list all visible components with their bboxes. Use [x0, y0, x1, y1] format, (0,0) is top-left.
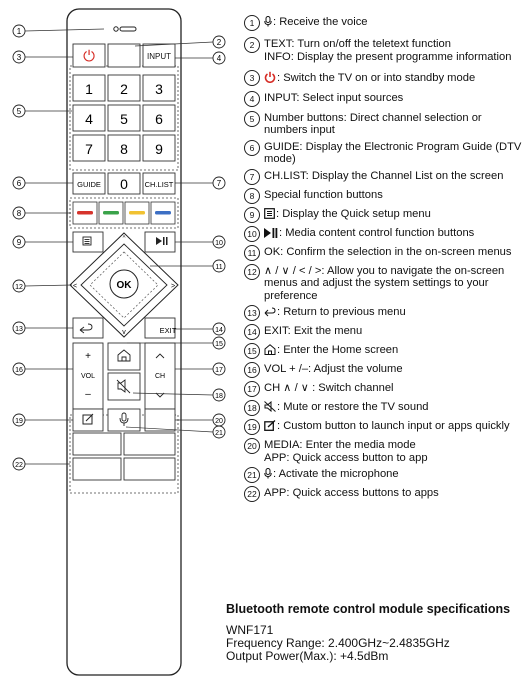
callout-number: 22 [15, 462, 23, 469]
legend-item [244, 487, 528, 502]
legend-text: TEXT: Turn on/off the teletext function INFO: Display the present programme information [264, 38, 512, 63]
color-button-1[interactable] [73, 202, 97, 224]
specifications [226, 602, 526, 663]
zero-label: 0 [120, 176, 128, 192]
legend-number: 13 [244, 305, 260, 321]
number-button-4[interactable] [73, 105, 105, 131]
menu-icon [264, 208, 275, 223]
callout-22 [13, 458, 70, 470]
legend-item [244, 246, 528, 261]
legend-item [244, 468, 528, 483]
legend-text: INPUT: Select input sources [264, 91, 404, 104]
legend-number: 4 [244, 91, 260, 107]
callout-20 [175, 414, 225, 426]
chlist-button[interactable] [143, 173, 175, 194]
spec-frequency: Frequency Range: 2.400GHz~2.4835GHz [226, 636, 450, 650]
input-label: INPUT [147, 52, 171, 61]
legend-text: CH.LIST: Display the Channel List on the screen [264, 169, 504, 182]
ch-label: CH [154, 373, 166, 380]
number-button-3[interactable] [143, 75, 175, 101]
number-label: 1 [85, 81, 93, 97]
legend-item [244, 16, 528, 31]
text-button[interactable] [108, 44, 140, 67]
power-icon [264, 71, 276, 87]
microphone-icon [264, 468, 272, 483]
guide-label: GUIDE [77, 180, 101, 189]
chlist-label: CH.LIST [144, 180, 174, 189]
callout-17 [175, 363, 225, 375]
legend-item [244, 112, 528, 137]
callout-number: 6 [16, 179, 22, 188]
app-button-2[interactable] [124, 433, 175, 455]
legend-text: : Mute or restore the TV sound [264, 401, 528, 416]
callout-number: 13 [15, 326, 23, 333]
zero-button[interactable] [108, 173, 140, 194]
remote-svg [0, 0, 232, 680]
vol-minus-label: – [85, 389, 91, 400]
custom-button[interactable] [73, 409, 103, 431]
svg-text:⏻: ⏻ [83, 48, 95, 65]
home-button[interactable] [108, 343, 140, 370]
number-label: 8 [120, 141, 128, 157]
legend-item [244, 420, 528, 435]
callout-10 [175, 236, 225, 248]
number-label: 7 [85, 141, 93, 157]
number-button-8[interactable] [108, 135, 140, 161]
legend-number: 7 [244, 169, 260, 185]
legend-text: OK: Confirm the selection in the on-screen menus [264, 245, 512, 258]
legend-number: 5 [244, 111, 260, 127]
legend-number: 18 [244, 400, 260, 416]
callout-7 [175, 177, 225, 189]
legend-item [244, 141, 528, 166]
number-button-9[interactable] [143, 135, 175, 161]
back-button[interactable] [73, 318, 103, 338]
callout-number: 19 [15, 418, 23, 425]
legend-text: : Custom button to launch input or apps quickly [264, 420, 528, 435]
legend-item [244, 227, 528, 242]
microphone-icon [264, 16, 272, 31]
callout-number: 4 [216, 54, 222, 63]
legend-number: 8 [244, 188, 260, 204]
power-button[interactable] [73, 44, 105, 67]
callout-number: 11 [215, 264, 223, 271]
nav-left-arrow: < [72, 283, 78, 290]
channel-rocker[interactable] [145, 343, 175, 409]
legend-item [244, 344, 528, 359]
number-label: 6 [155, 111, 163, 127]
legend-item [244, 363, 528, 378]
legend-item [244, 401, 528, 416]
legend-number: 17 [244, 381, 260, 397]
legend-number: 19 [244, 419, 260, 435]
color-button-2[interactable] [99, 202, 123, 224]
callout-number: 15 [215, 341, 223, 348]
number-label: 4 [85, 111, 93, 127]
legend-number: 12 [244, 264, 260, 280]
app-button-4[interactable] [124, 458, 175, 480]
legend-text: APP: Quick access buttons to apps [264, 487, 439, 499]
legend-text: : Display the Quick setup menu [264, 208, 528, 223]
menu-button[interactable] [73, 232, 103, 252]
number-button-7[interactable] [73, 135, 105, 161]
number-label: 3 [155, 81, 163, 97]
legend-number: 9 [244, 207, 260, 223]
volume-rocker[interactable] [73, 343, 103, 409]
edit-icon [264, 420, 276, 435]
ok-button[interactable] [110, 270, 138, 298]
back-icon [264, 307, 276, 321]
button-legend [244, 16, 528, 506]
nav-down-arrow: v [122, 329, 126, 336]
legend-number: 16 [244, 362, 260, 378]
callout-number: 1 [16, 27, 22, 36]
legend-number: 11 [244, 245, 260, 261]
spec-model: WNF171 [226, 623, 274, 637]
vol-plus-label: + [85, 351, 91, 362]
legend-item [244, 92, 528, 107]
callout-14 [175, 323, 225, 335]
callout-13 [13, 322, 73, 334]
exit-label: EXIT [159, 326, 177, 335]
legend-text: : Media content control function buttons [264, 227, 528, 242]
legend-number: 15 [244, 343, 260, 359]
callout-16 [13, 363, 73, 375]
legend-number: 21 [244, 467, 260, 483]
legend-item [244, 170, 528, 185]
callout-number: 18 [215, 393, 223, 400]
number-button-6[interactable] [143, 105, 175, 131]
legend-number: 14 [244, 324, 260, 340]
legend-number: 20 [244, 438, 260, 454]
remote-illustration [0, 0, 232, 680]
callout-number: 7 [216, 179, 222, 188]
legend-text: GUIDE: Display the Electronic Program Guide (DTV mode) [264, 140, 522, 165]
legend-number: 22 [244, 486, 260, 502]
legend-item [244, 439, 528, 464]
callout-number: 17 [215, 367, 223, 374]
legend-item [244, 306, 528, 321]
guide-button[interactable] [73, 173, 105, 194]
callout-9 [13, 236, 73, 248]
callout-number: 2 [216, 38, 222, 47]
number-label: 2 [120, 81, 128, 97]
number-button-1[interactable] [73, 75, 105, 101]
number-label: 9 [155, 141, 163, 157]
mute-button[interactable] [108, 373, 140, 400]
number-button-5[interactable] [108, 105, 140, 131]
callout-number: 20 [215, 418, 223, 425]
legend-item [244, 382, 528, 397]
callout-number: 21 [215, 430, 223, 437]
number-buttons [73, 75, 175, 161]
callout-8 [13, 207, 71, 219]
callout-number: 3 [16, 53, 22, 62]
callout-number: 9 [16, 238, 22, 247]
callout-number: 5 [16, 107, 22, 116]
nav-up-arrow: ^ [122, 235, 126, 242]
legend-number: 3 [244, 70, 260, 86]
legend-text: : Receive the voice [264, 16, 528, 31]
legend-text: ∧ / ∨ / < / >: Allow you to navigate the on-screen menus and adjust the system settings to your preference [264, 264, 505, 302]
callout-number: 8 [16, 209, 22, 218]
nav-right-arrow: > [170, 283, 176, 290]
legend-text: CH ∧ / ∨ : Switch channel [264, 382, 394, 394]
mute-icon [264, 401, 276, 416]
media-button[interactable] [145, 409, 175, 431]
callout-12 [13, 280, 72, 292]
legend-item [244, 208, 528, 223]
play-pause-icon [264, 228, 278, 242]
callout-3 [13, 51, 73, 63]
home-icon [264, 344, 276, 359]
callout-number: 12 [15, 284, 23, 291]
legend-item [244, 189, 528, 204]
vol-label: VOL [80, 373, 96, 380]
app-button-3[interactable] [73, 458, 121, 480]
spec-power: Output Power(Max.): +4.5dBm [226, 649, 389, 663]
play-pause-button[interactable] [145, 232, 175, 252]
legend-text: MEDIA: Enter the media mode APP: Quick access button to app [264, 439, 428, 464]
ok-label: OK [116, 280, 132, 291]
input-button[interactable] [143, 44, 175, 67]
callout-number: 14 [215, 327, 223, 334]
legend-text: Special function buttons [264, 188, 383, 201]
legend-item [244, 265, 528, 303]
color-button-4[interactable] [151, 202, 175, 224]
legend-text: : Activate the microphone [264, 468, 528, 483]
callout-5 [13, 105, 72, 117]
legend-number: 2 [244, 37, 260, 53]
legend-number: 10 [244, 226, 260, 242]
number-label: 5 [120, 111, 128, 127]
legend-item [244, 325, 528, 340]
legend-text: : Return to previous menu [264, 306, 528, 321]
legend-item [244, 38, 528, 63]
callout-19 [13, 414, 73, 426]
legend-text: : Enter the Home screen [264, 344, 528, 359]
number-button-2[interactable] [108, 75, 140, 101]
legend-text: : Switch the TV on or into standby mode [264, 71, 528, 87]
callout-4 [175, 52, 225, 64]
legend-text: VOL + /–: Adjust the volume [264, 363, 403, 375]
legend-text: EXIT: Exit the menu [264, 325, 363, 337]
exit-button[interactable] [145, 318, 177, 338]
legend-text: Number buttons: Direct channel selection or numbers input [264, 111, 482, 136]
legend-number: 1 [244, 15, 260, 31]
legend-number: 6 [244, 140, 260, 156]
callout-number: 10 [215, 240, 223, 247]
callout-6 [13, 177, 73, 189]
spec-title: Bluetooth remote control module specifications [226, 602, 511, 616]
color-button-3[interactable] [125, 202, 149, 224]
callout-number: 16 [15, 367, 23, 374]
legend-item [244, 71, 528, 87]
app-button-1[interactable] [73, 433, 121, 455]
